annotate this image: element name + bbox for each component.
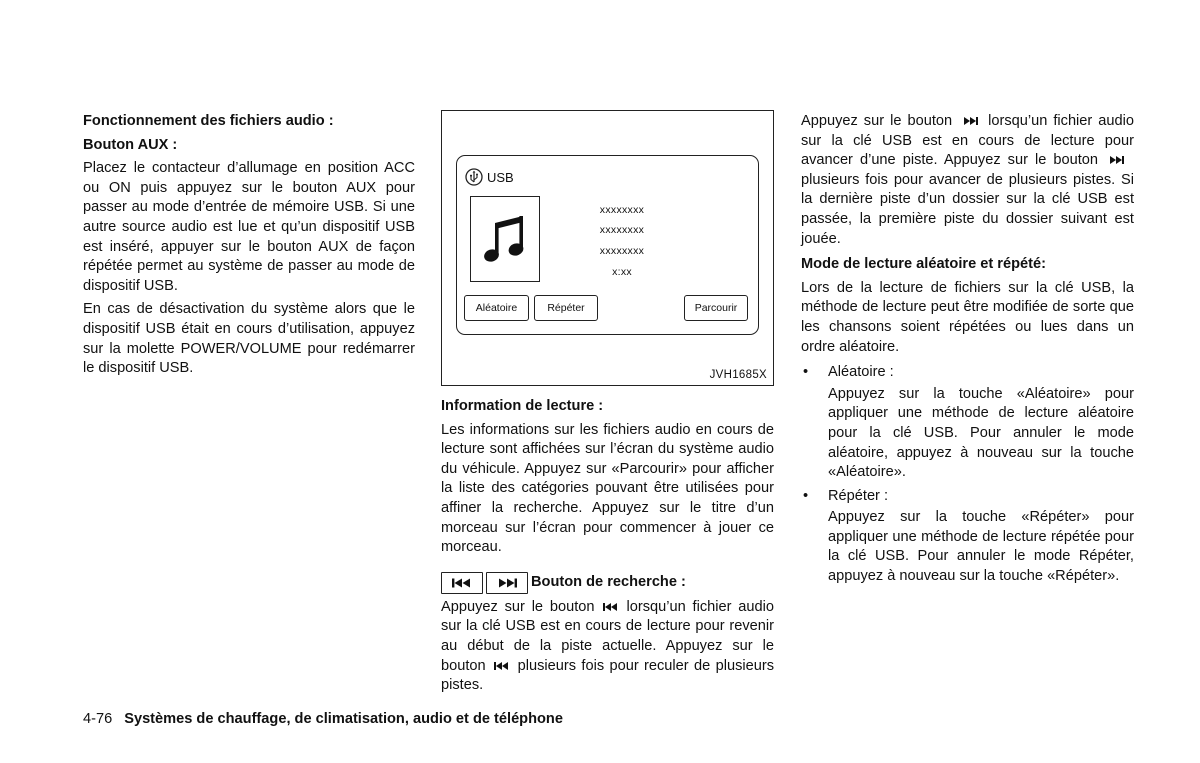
paragraph: En cas de désactivation du système alors que le dispositif USB était en cours d’utilisation, appuyez sur la molette POWER/VOLUME pour redémarrer le dispositif USB. bbox=[83, 301, 415, 377]
section-heading: Information de lecture : bbox=[441, 398, 604, 414]
track-info-line: xxxxxxxx bbox=[599, 245, 645, 257]
source-label: USB bbox=[487, 169, 514, 185]
list-item-text: Appuyez sur la touche «Répéter» pour appliquer une méthode de lecture répétée pour la clé USB. Pour annuler le mode Répéter, appuyez à nouveau sur la touche «Répéter». bbox=[828, 509, 1134, 585]
next-track-icon bbox=[1101, 155, 1131, 165]
paragraph: Placez le contacteur d’allumage en position ACC ou ON puis appuyez sur le bouton AUX pour passer au mode d’entrée de mémoire USB. Si une autre source audio est lue et qu’un dispositif USB est inséré, appuyer sur le bouton AUX de façon répétée permet au système de passer au mode de dispositif USB. bbox=[83, 160, 415, 294]
next-track-icon bbox=[496, 578, 518, 588]
album-art bbox=[470, 196, 540, 282]
track-info-line: xxxxxxxx bbox=[599, 204, 645, 216]
bullet-dot: • bbox=[803, 487, 809, 504]
previous-track-key bbox=[441, 572, 483, 594]
page-footer bbox=[83, 711, 563, 727]
track-info-line: xxxxxxxx bbox=[599, 224, 645, 236]
next-track-key bbox=[486, 572, 528, 594]
random-button[interactable]: Aléatoire bbox=[464, 295, 529, 321]
column-left bbox=[83, 112, 415, 383]
list-item bbox=[801, 487, 1134, 587]
usb-icon bbox=[465, 168, 483, 186]
music-note-icon bbox=[483, 213, 527, 265]
section-heading: Fonctionnement des fichiers audio : bbox=[83, 113, 334, 129]
usb-screen-figure bbox=[441, 110, 774, 386]
chapter-title: Systèmes de chauffage, de climatisation, audio et de téléphone bbox=[124, 711, 563, 727]
browse-button[interactable]: Parcourir bbox=[684, 295, 748, 321]
source-indicator bbox=[465, 167, 514, 187]
column-right bbox=[801, 112, 1134, 591]
previous-track-icon bbox=[598, 602, 624, 612]
previous-track-icon bbox=[489, 661, 515, 671]
next-track-icon bbox=[955, 116, 985, 126]
paragraph: Lors de la lecture de fichiers sur la clé USB, la méthode de lecture peut être modifiée de sorte que les chansons soient répétées ou lues dans un ordre aléatoire. bbox=[801, 279, 1134, 355]
repeat-button[interactable]: Répéter bbox=[534, 295, 598, 321]
section-heading: Mode de lecture aléatoire et répété: bbox=[801, 256, 1046, 273]
paragraph: Appuyez sur le bouton lorsqu’un fichier audio sur la clé USB est en cours de lecture pour avancer d’une piste. Appuyez sur le boutonplusieurs fois pour avancer de plusieurs pistes. Si la dernière piste d’un dossier sur la clé USB est passée, la première piste du dossier suivant est jouée. bbox=[801, 113, 1134, 247]
list-item-text: Appuyez sur la touche «Aléatoire» pour appliquer une méthode de lecture aléatoire pour la clé USB. Pour annuler le mode aléatoire, appuyez à nouveau sur la touche «Aléatoire». bbox=[828, 385, 1134, 481]
page-number: 4-76 bbox=[83, 711, 113, 727]
play-time: x:xx bbox=[612, 266, 632, 278]
subsection-heading: Bouton AUX : bbox=[83, 136, 178, 153]
column-middle bbox=[441, 397, 774, 700]
search-buttons-heading bbox=[441, 572, 774, 594]
audio-display-screen bbox=[456, 155, 759, 335]
paragraph: Appuyez sur le bouton lorsqu’un fichier audio sur la clé USB est en cours de lecture pour revenir au début de la piste actuelle. Appuyez sur le bouton plusieurs fois pour reculer de plusieurs pistes. bbox=[441, 598, 775, 694]
bullet-dot: • bbox=[803, 364, 809, 381]
section-heading: Bouton de recherche : bbox=[531, 573, 686, 590]
figure-code: JVH1685X bbox=[709, 369, 767, 381]
list-item bbox=[801, 363, 1134, 483]
list-item-label: Répéter : bbox=[828, 487, 889, 504]
list-item-label: Aléatoire : bbox=[828, 364, 894, 381]
bullet-list bbox=[801, 363, 1134, 587]
previous-track-icon bbox=[451, 578, 473, 588]
paragraph: Les informations sur les fichiers audio en cours de lecture sont affichées sur l’écran du système audio du véhicule. Appuyez sur «Parcourir» pour afficher la liste des catégories pouvant être utilisées pour affiner la recherche. Appuyez sur le titre d’un morceau sur l’écran pour commencer à jouer ce morceau. bbox=[441, 421, 774, 556]
